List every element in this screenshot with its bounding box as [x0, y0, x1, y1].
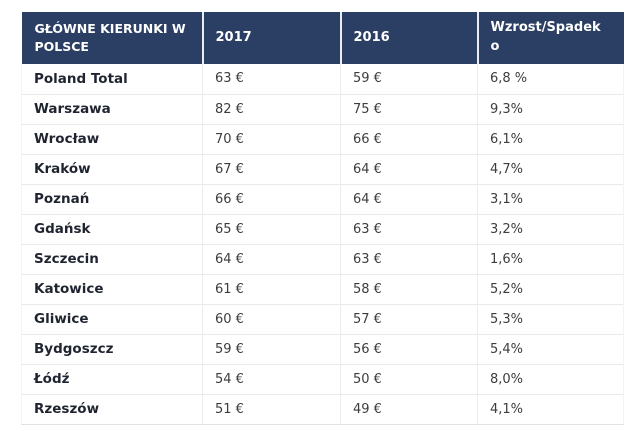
value-2017-cell: 61 € — [203, 274, 341, 304]
table-row — [22, 394, 624, 424]
city-cell: Poznań — [22, 184, 203, 214]
table-body — [22, 64, 624, 424]
value-2016-cell: 64 € — [341, 184, 478, 214]
value-2016-cell: 63 € — [341, 214, 478, 244]
city-cell: Rzeszów — [22, 394, 203, 424]
value-2016-cell: 57 € — [341, 304, 478, 334]
city-cell: Szczecin — [22, 244, 203, 274]
value-2017-cell: 54 € — [203, 364, 341, 394]
city-cell: Gdańsk — [22, 214, 203, 244]
change-cell: 9,3% — [478, 94, 624, 124]
value-2017-cell: 60 € — [203, 304, 341, 334]
header-2017: 2017 — [203, 12, 341, 64]
value-2017-cell: 59 € — [203, 334, 341, 364]
change-cell: 6,8 % — [478, 64, 624, 94]
value-2017-cell: 63 € — [203, 64, 341, 94]
city-cell: Łódź — [22, 364, 203, 394]
change-cell: 4,1% — [478, 394, 624, 424]
table-header-row — [22, 12, 624, 64]
value-2017-cell: 51 € — [203, 394, 341, 424]
table-header — [22, 12, 624, 64]
header-2016: 2016 — [341, 12, 478, 64]
change-cell: 5,3% — [478, 304, 624, 334]
value-2017-cell: 70 € — [203, 124, 341, 154]
table-row — [22, 94, 624, 124]
value-2017-cell: 82 € — [203, 94, 341, 124]
value-2016-cell: 50 € — [341, 364, 478, 394]
table-row — [22, 364, 624, 394]
city-cell: Katowice — [22, 274, 203, 304]
change-cell: 1,6% — [478, 244, 624, 274]
value-2016-cell: 59 € — [341, 64, 478, 94]
change-cell: 5,4% — [478, 334, 624, 364]
city-cell: Wrocław — [22, 124, 203, 154]
table-row — [22, 244, 624, 274]
table-row — [22, 304, 624, 334]
value-2016-cell: 63 € — [341, 244, 478, 274]
change-cell: 3,2% — [478, 214, 624, 244]
table-row — [22, 184, 624, 214]
change-cell: 6,1% — [478, 124, 624, 154]
value-2017-cell: 66 € — [203, 184, 341, 214]
table-row — [22, 274, 624, 304]
header-destinations: GŁÓWNE KIERUNKI W POLSCE — [22, 12, 203, 64]
value-2016-cell: 75 € — [341, 94, 478, 124]
value-2016-cell: 66 € — [341, 124, 478, 154]
city-cell: Gliwice — [22, 304, 203, 334]
value-2017-cell: 64 € — [203, 244, 341, 274]
table-row — [22, 124, 624, 154]
table-row — [22, 64, 624, 94]
city-cell: Poland Total — [22, 64, 203, 94]
value-2016-cell: 49 € — [341, 394, 478, 424]
city-prices-table — [21, 12, 624, 425]
city-cell: Warszawa — [22, 94, 203, 124]
header-change: Wzrost/Spadek o — [478, 12, 624, 64]
table-row — [22, 154, 624, 184]
value-2017-cell: 67 € — [203, 154, 341, 184]
change-cell: 4,7% — [478, 154, 624, 184]
value-2016-cell: 58 € — [341, 274, 478, 304]
change-cell: 8,0% — [478, 364, 624, 394]
value-2017-cell: 65 € — [203, 214, 341, 244]
change-cell: 3,1% — [478, 184, 624, 214]
table-row — [22, 334, 624, 364]
table-row — [22, 214, 624, 244]
city-cell: Kraków — [22, 154, 203, 184]
city-cell: Bydgoszcz — [22, 334, 203, 364]
change-cell: 5,2% — [478, 274, 624, 304]
value-2016-cell: 64 € — [341, 154, 478, 184]
value-2016-cell: 56 € — [341, 334, 478, 364]
